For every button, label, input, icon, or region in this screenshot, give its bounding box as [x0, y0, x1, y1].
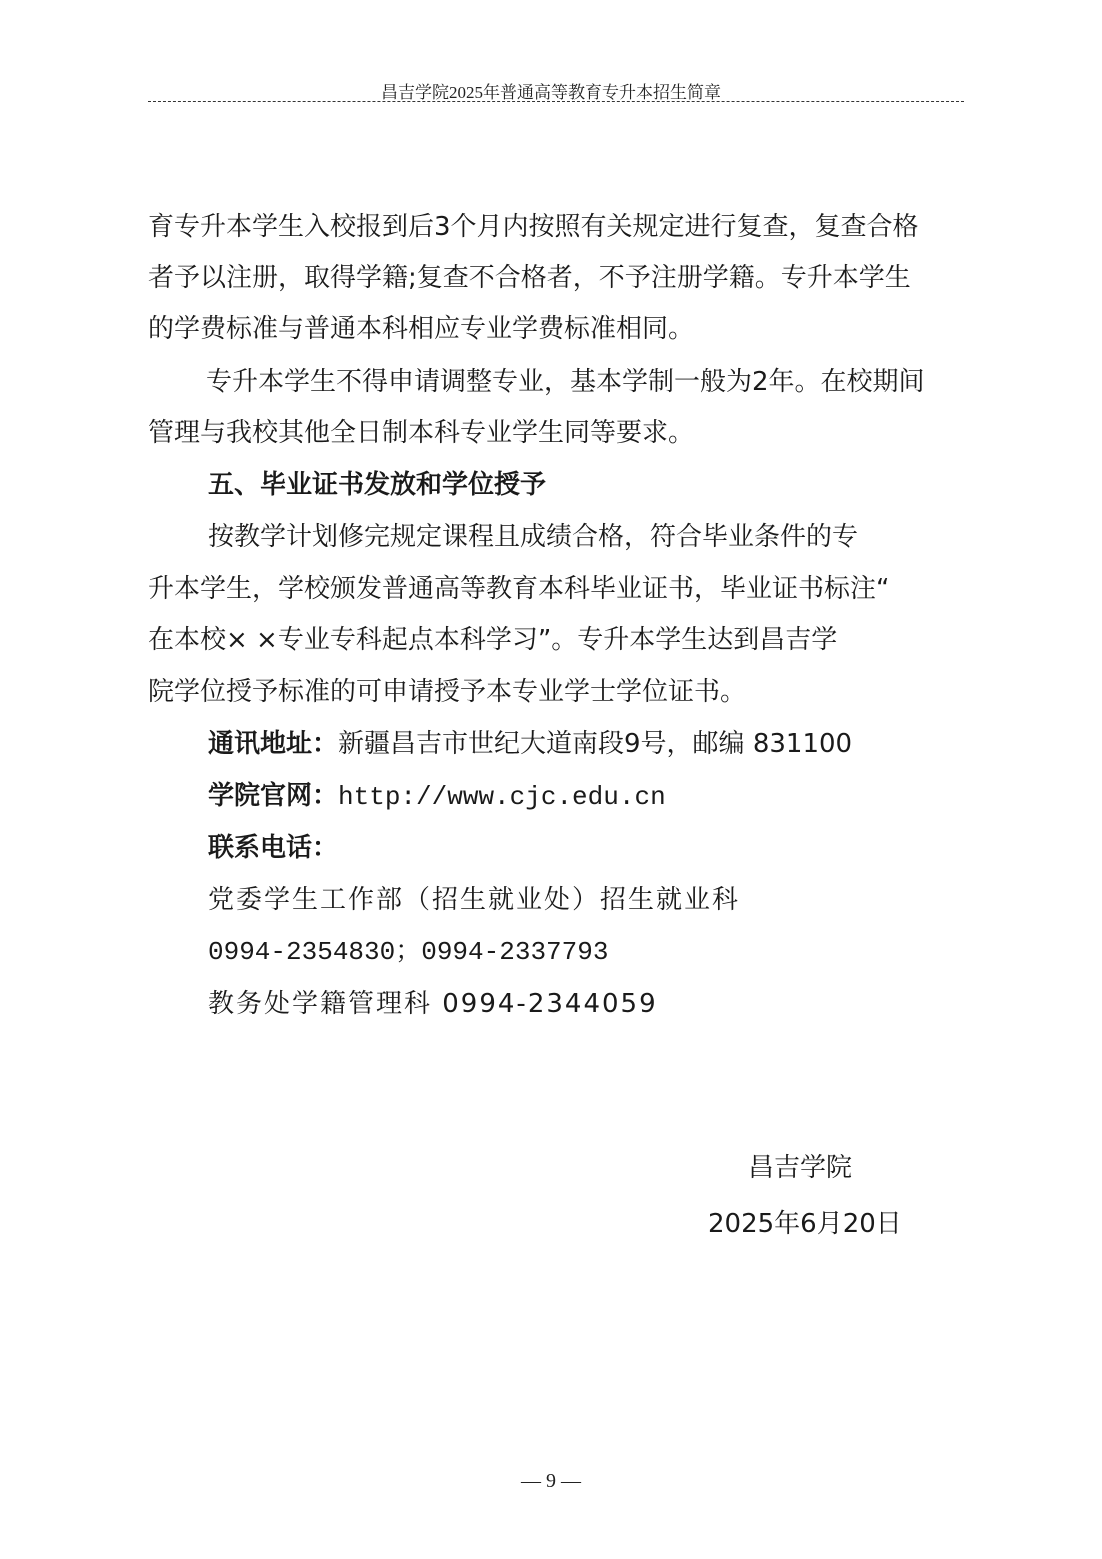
address-label: 通讯地址： — [208, 729, 339, 759]
paragraph-1-line-2: 者予以注册，取得学籍;复查不合格者，不予注册学籍。专升本学生 — [148, 263, 911, 293]
header-divider — [148, 101, 964, 102]
department-1-phones: 0994-2354830；0994-2337793 — [208, 937, 609, 967]
section-heading: 五、毕业证书发放和学位授予 — [208, 470, 547, 500]
website-line — [208, 780, 666, 813]
page-number: — 9 — — [521, 1470, 581, 1492]
signature-date: 2025年6月20日 — [708, 1209, 902, 1239]
website-link[interactable]: http://www.cjc.edu.cn — [338, 782, 666, 812]
address-line — [208, 728, 852, 760]
paragraph-3-line-2: 升本学生，学校颁发普通高等教育本科毕业证书，毕业证书标注“ — [148, 574, 890, 604]
paragraph-2-line-1: 专升本学生不得申请调整专业，基本学制一般为2年。在校期间 — [206, 367, 925, 397]
paragraph-2-line-2: 管理与我校其他全日制本科专业学生同等要求。 — [148, 418, 695, 448]
website-label: 学院官网： — [208, 781, 339, 811]
department-1: 党委学生工作部（招生就业处）招生就业科 — [208, 885, 741, 915]
address-value: 新疆昌吉市世纪大道南段9号，邮编 831100 — [338, 729, 853, 759]
signature-org: 昌吉学院 — [748, 1153, 853, 1183]
paragraph-1-line-3: 的学费标准与普通本科相应专业学费标准相同。 — [148, 314, 695, 344]
phone-label: 联系电话： — [208, 833, 339, 863]
paragraph-1-line-1: 育专升本学生入校报到后3个月内按照有关规定进行复查，复查合格 — [148, 212, 919, 242]
department-2: 教务处学籍管理科 0994-2344059 — [208, 989, 658, 1019]
paragraph-3-line-4: 院学位授予标准的可申请授予本专业学士学位证书。 — [148, 677, 747, 707]
paragraph-3-line-3: 在本校× ×专业专科起点本科学习”。专升本学生达到昌吉学 — [148, 625, 838, 655]
paragraph-3-line-1: 按教学计划修完规定课程且成绩合格，符合毕业条件的专 — [208, 522, 859, 552]
running-header-title: 昌吉学院2025年普通高等教育专升本招生简章 — [381, 83, 721, 102]
